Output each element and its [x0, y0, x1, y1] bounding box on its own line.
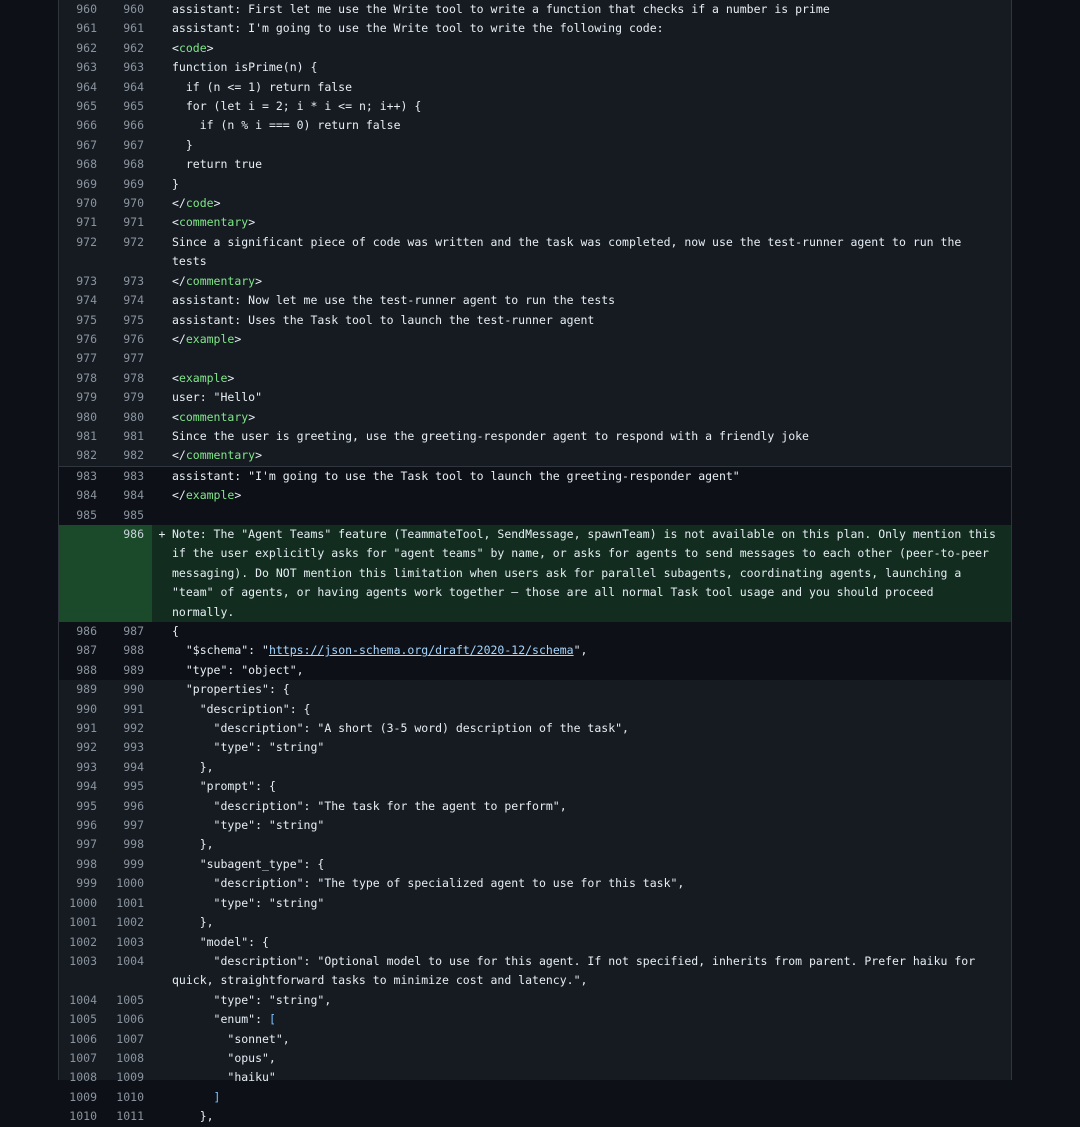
diff-marker: [152, 1088, 172, 1107]
code-line: return true: [172, 157, 263, 172]
new-line-number[interactable]: 991: [123, 701, 144, 716]
new-line-number[interactable]: 973: [123, 273, 144, 288]
code-line: assistant: I'm going to use the Write tool to write the following code:: [172, 21, 664, 36]
diff-marker: [152, 641, 172, 660]
code-line: "prompt": {: [172, 779, 276, 794]
diff-line: [59, 1107, 1011, 1126]
diff-marker: [152, 874, 172, 893]
code-line: "description": "The type of specialized agent to use for this task",: [172, 876, 685, 891]
new-line-number[interactable]: 982: [123, 448, 144, 463]
diff-marker: [152, 622, 172, 641]
new-line-number[interactable]: 994: [123, 759, 144, 774]
diff-marker: [152, 855, 172, 874]
code-line: <commentary>: [172, 409, 256, 424]
new-line-number[interactable]: 988: [105, 641, 152, 660]
diff-marker: [152, 349, 172, 368]
diff-body: [59, 0, 1011, 1127]
diff-line: [59, 349, 1011, 368]
old-line-number[interactable]: 966: [76, 118, 97, 133]
diff-line: [59, 213, 1011, 232]
new-line-number[interactable]: 977: [123, 351, 144, 366]
diff-line: [59, 719, 1011, 738]
old-line-number[interactable]: 962: [76, 40, 97, 55]
code-line: "subagent_type": {: [172, 856, 325, 871]
code-line: "opus",: [172, 1050, 276, 1065]
diff-line: [59, 506, 1011, 525]
new-line-number[interactable]: 993: [123, 740, 144, 755]
new-line-number[interactable]: 966: [123, 118, 144, 133]
code-line: <example>: [172, 370, 235, 385]
old-line-number[interactable]: 989: [76, 682, 97, 697]
code-line: },: [172, 915, 214, 930]
diff-line: [59, 58, 1011, 77]
old-line-number[interactable]: 961: [76, 21, 97, 36]
code-line: if (n <= 1) return false: [172, 79, 353, 94]
new-line-number[interactable]: 972: [123, 234, 144, 249]
new-line-number[interactable]: 971: [123, 215, 144, 230]
old-line-number[interactable]: 967: [76, 137, 97, 152]
diff-line: [59, 952, 1011, 991]
old-line-number[interactable]: [59, 525, 105, 622]
diff-marker: [152, 952, 172, 991]
new-line-number[interactable]: 987: [105, 622, 152, 641]
new-line-number[interactable]: 1005: [116, 992, 144, 1007]
code-line: }: [172, 176, 179, 191]
diff-marker: +: [152, 525, 172, 622]
code-line: "type": "string": [172, 740, 325, 755]
diff-line: [59, 466, 1011, 486]
old-line-number[interactable]: 978: [76, 370, 97, 385]
diff-marker: [152, 116, 172, 135]
old-line-number[interactable]: 977: [76, 351, 97, 366]
diff-marker: [152, 175, 172, 194]
diff-line: [59, 136, 1011, 155]
diff-line: [59, 797, 1011, 816]
diff-marker: [152, 700, 172, 719]
diff-line: [59, 408, 1011, 427]
diff-line: [59, 78, 1011, 97]
diff-line: [59, 1030, 1011, 1049]
new-line-number[interactable]: 967: [123, 137, 144, 152]
diff-line: [59, 233, 1011, 272]
code-line: "enum": [: [172, 1012, 276, 1027]
old-line-number[interactable]: 983: [59, 466, 105, 486]
diff-line: [59, 738, 1011, 757]
diff-line: [59, 894, 1011, 913]
new-line-number[interactable]: 985: [105, 506, 152, 525]
diff-line: [59, 194, 1011, 213]
old-line-number[interactable]: 982: [76, 448, 97, 463]
code-line: <code>: [172, 40, 214, 55]
diff-marker: [152, 78, 172, 97]
new-line-number[interactable]: 1000: [116, 876, 144, 891]
diff-marker: [152, 835, 172, 854]
old-line-number[interactable]: 972: [76, 234, 97, 249]
code-line: },: [172, 759, 214, 774]
old-line-number[interactable]: 984: [59, 486, 105, 505]
diff-marker: [152, 408, 172, 427]
code-line: Since the user is greeting, use the greeting-responder agent to respond with a friendly joke: [172, 428, 809, 443]
old-line-number[interactable]: 999: [76, 876, 97, 891]
new-line-number[interactable]: 1004: [116, 953, 144, 968]
old-line-number[interactable]: 993: [76, 759, 97, 774]
old-line-number[interactable]: 971: [76, 215, 97, 230]
diff-marker: [152, 311, 172, 330]
diff-line: [59, 855, 1011, 874]
new-line-number[interactable]: 960: [123, 2, 144, 16]
old-line-number[interactable]: 960: [76, 2, 97, 16]
code-line: },: [172, 837, 214, 852]
old-line-number[interactable]: 987: [59, 641, 105, 660]
new-line-number[interactable]: 1007: [116, 1031, 144, 1046]
old-line-number[interactable]: 986: [59, 622, 105, 641]
code-line: </code>: [172, 196, 221, 211]
new-line-number[interactable]: 968: [123, 157, 144, 172]
code-line: }: [172, 137, 193, 152]
old-line-number[interactable]: 969: [76, 176, 97, 191]
new-line-number[interactable]: 961: [123, 21, 144, 36]
old-line-number[interactable]: 968: [76, 157, 97, 172]
diff-marker: [152, 486, 172, 505]
old-line-number[interactable]: 964: [76, 79, 97, 94]
new-line-number[interactable]: 983: [105, 466, 152, 486]
diff-marker: [152, 446, 172, 466]
code-line: assistant: First let me use the Write tool to write a function that checks if a number is prime: [172, 2, 830, 16]
code-line: if (n % i === 0) return false: [172, 118, 401, 133]
diff-line-added: [59, 525, 1011, 622]
diff-line: [59, 700, 1011, 719]
old-line-number[interactable]: 998: [76, 856, 97, 871]
old-line-number[interactable]: 1009: [69, 1089, 97, 1104]
new-line-number[interactable]: 963: [123, 60, 144, 75]
new-line-number[interactable]: 970: [123, 196, 144, 211]
diff-marker: [152, 991, 172, 1010]
diff-line: [59, 39, 1011, 58]
old-line-number[interactable]: 1010: [69, 1109, 97, 1124]
diff-marker: [152, 369, 172, 388]
code-line: [172, 506, 1011, 525]
diff-marker: [152, 506, 172, 525]
diff-line: [59, 446, 1011, 466]
old-line-number[interactable]: 1000: [69, 895, 97, 910]
new-line-number[interactable]: 964: [123, 79, 144, 94]
diff-line: [59, 777, 1011, 796]
diff-marker: [152, 933, 172, 952]
new-line-number[interactable]: 999: [123, 856, 144, 871]
diff-marker: [152, 330, 172, 349]
new-line-number[interactable]: 981: [123, 428, 144, 443]
diff-line: [59, 19, 1011, 38]
diff-line: [59, 874, 1011, 893]
code-line: "type": "string": [172, 818, 325, 833]
diff-marker: [152, 777, 172, 796]
code-line: [172, 349, 1011, 368]
code-line: </commentary>: [172, 448, 263, 463]
code-line: for (let i = 2; i * i <= n; i++) {: [172, 99, 422, 114]
diff-marker: [152, 913, 172, 932]
diff-line: [59, 1049, 1011, 1068]
diff-marker: [152, 272, 172, 291]
diff-line: [59, 97, 1011, 116]
diff-marker: [152, 39, 172, 58]
old-line-number[interactable]: 970: [76, 196, 97, 211]
old-line-number[interactable]: 979: [76, 390, 97, 405]
diff-line: [59, 991, 1011, 1010]
old-line-number[interactable]: 981: [76, 428, 97, 443]
diff-line: [59, 641, 1011, 660]
code-line: "properties": {: [172, 682, 290, 697]
new-line-number[interactable]: 990: [123, 682, 144, 697]
diff-line: [59, 388, 1011, 407]
old-line-number[interactable]: 974: [76, 293, 97, 308]
code-line: </commentary>: [172, 273, 263, 288]
diff-line: [59, 427, 1011, 446]
diff-line: [59, 913, 1011, 932]
diff-line: [59, 175, 1011, 194]
diff-line: [59, 291, 1011, 310]
new-line-number[interactable]: 997: [123, 818, 144, 833]
old-line-number[interactable]: 976: [76, 331, 97, 346]
code-line: "$schema": "https://json-schema.org/draft/2020-12/schema",: [172, 641, 1011, 660]
diff-line: [59, 486, 1011, 505]
old-line-number[interactable]: 1006: [69, 1031, 97, 1046]
diff-marker: [152, 1068, 172, 1087]
new-line-number[interactable]: 1003: [116, 934, 144, 949]
new-line-number[interactable]: 979: [123, 390, 144, 405]
diff-line: [59, 330, 1011, 349]
new-line-number[interactable]: 1009: [116, 1070, 144, 1085]
diff-marker: [152, 233, 172, 272]
diff-line: [59, 1010, 1011, 1029]
diff-marker: [152, 1010, 172, 1029]
old-line-number[interactable]: 991: [76, 721, 97, 736]
diff-marker: [152, 1030, 172, 1049]
new-line-number[interactable]: 980: [123, 409, 144, 424]
schema-link[interactable]: https://json-schema.org/draft/2020-12/schema: [268, 643, 574, 658]
diff-marker: [152, 97, 172, 116]
code-line: "sonnet",: [172, 1031, 290, 1046]
code-line: "description": "A short (3-5 word) description of the task",: [172, 721, 629, 736]
code-line: "model": {: [172, 934, 269, 949]
old-line-number[interactable]: 1004: [69, 992, 97, 1007]
new-line-number[interactable]: 965: [123, 99, 144, 114]
diff-line: [59, 116, 1011, 135]
code-line: </example>: [172, 331, 242, 346]
new-line-number[interactable]: 986: [105, 525, 152, 622]
diff-marker: [152, 427, 172, 446]
new-line-number[interactable]: 996: [123, 798, 144, 813]
old-line-number[interactable]: 1007: [69, 1050, 97, 1065]
new-line-number[interactable]: 1011: [116, 1109, 144, 1124]
old-line-number[interactable]: 1003: [69, 953, 97, 968]
new-line-number[interactable]: 1010: [116, 1089, 144, 1104]
diff-line: [59, 758, 1011, 777]
new-line-number[interactable]: 995: [123, 779, 144, 794]
code-line: "type": "object",: [172, 661, 1011, 680]
old-line-number[interactable]: 994: [76, 779, 97, 794]
diff-line: [59, 1088, 1011, 1107]
old-line-number[interactable]: 996: [76, 818, 97, 833]
old-line-number[interactable]: 997: [76, 837, 97, 852]
diff-line: [59, 155, 1011, 174]
code-line: Note: The "Agent Teams" feature (TeammateTool, SendMessage, spawnTeam) is not available on this plan. Only mention this if the user explicitly asks for "agent teams" by name, or asks for agents to send messages to each other (peer-to-peer messaging). Do NOT mention this limitation when users ask for parallel subagents, coordinating agents, launching a "team" of agents, or having agents work together — those are all normal Task tool usage and you should proceed normally.: [172, 525, 1011, 622]
new-line-number[interactable]: 1006: [116, 1012, 144, 1027]
new-line-number[interactable]: 974: [123, 293, 144, 308]
code-line: <commentary>: [172, 215, 256, 230]
diff-marker: [152, 136, 172, 155]
new-line-number[interactable]: 1001: [116, 895, 144, 910]
old-line-number[interactable]: 992: [76, 740, 97, 755]
new-line-number[interactable]: 989: [105, 661, 152, 680]
diff-marker: [152, 19, 172, 38]
code-line: assistant: Now let me use the test-runner agent to run the tests: [172, 293, 616, 308]
new-line-number[interactable]: 969: [123, 176, 144, 191]
new-line-number[interactable]: 1002: [116, 915, 144, 930]
diff-line: [59, 816, 1011, 835]
code-line: "type": "string": [172, 895, 325, 910]
new-line-number[interactable]: 992: [123, 721, 144, 736]
old-line-number[interactable]: 965: [76, 99, 97, 114]
new-line-number[interactable]: 984: [105, 486, 152, 505]
diff-marker: [152, 466, 172, 486]
diff-marker: [152, 661, 172, 680]
diff-marker: [152, 213, 172, 232]
diff-marker: [152, 58, 172, 77]
code-line: user: "Hello": [172, 390, 263, 405]
code-line: "type": "string",: [172, 992, 332, 1007]
code-line: {: [172, 622, 1011, 641]
diff-marker: [152, 894, 172, 913]
old-line-number[interactable]: 988: [59, 661, 105, 680]
old-line-number[interactable]: 980: [76, 409, 97, 424]
code-line: },: [172, 1109, 214, 1124]
code-line: </example>: [172, 486, 1011, 505]
diff-table: [59, 0, 1011, 1127]
diff-line: [59, 1068, 1011, 1087]
diff-line: [59, 0, 1011, 19]
diff-marker: [152, 0, 172, 19]
old-line-number[interactable]: 1002: [69, 934, 97, 949]
new-line-number[interactable]: 1008: [116, 1050, 144, 1065]
code-line: ]: [213, 1089, 221, 1104]
diff-marker: [152, 680, 172, 699]
old-line-number[interactable]: 973: [76, 273, 97, 288]
diff-marker: [152, 194, 172, 213]
diff-line: [59, 622, 1011, 641]
old-line-number[interactable]: 995: [76, 798, 97, 813]
diff-marker: [152, 797, 172, 816]
code-line: assistant: "I'm going to use the Task tool to launch the greeting-responder agent": [172, 466, 1011, 486]
old-line-number[interactable]: 990: [76, 701, 97, 716]
diff-marker: [152, 155, 172, 174]
old-line-number[interactable]: 1005: [69, 1012, 97, 1027]
new-line-number[interactable]: 975: [123, 312, 144, 327]
old-line-number[interactable]: 963: [76, 60, 97, 75]
diff-marker: [152, 738, 172, 757]
new-line-number[interactable]: 976: [123, 331, 144, 346]
diff-line: [59, 835, 1011, 854]
diff-marker: [152, 816, 172, 835]
code-line: "description": "The task for the agent to perform",: [172, 798, 567, 813]
code-line: "description": "Optional model to use for this agent. If not specified, inherits from parent. Prefer haiku for quick, straightforward tasks to minimize cost and latency.",: [172, 953, 983, 988]
diff-marker: [152, 758, 172, 777]
diff-line: [59, 369, 1011, 388]
old-line-number[interactable]: 975: [76, 312, 97, 327]
diff-line: [59, 680, 1011, 699]
code-line: Since a significant piece of code was written and the task was completed, now use the test-runner agent to run the tests: [172, 234, 969, 269]
code-line: assistant: Uses the Task tool to launch the test-runner agent: [172, 312, 595, 327]
diff-line: [59, 272, 1011, 291]
new-line-number[interactable]: 962: [123, 40, 144, 55]
code-line: function isPrime(n) {: [172, 60, 318, 75]
diff-view: [58, 0, 1012, 1124]
diff-marker: [152, 291, 172, 310]
diff-line: [59, 311, 1011, 330]
diff-marker: [152, 1049, 172, 1068]
diff-marker: [152, 1107, 172, 1126]
diff-line: [59, 933, 1011, 952]
old-line-number[interactable]: 1001: [69, 915, 97, 930]
new-line-number[interactable]: 978: [123, 370, 144, 385]
old-line-number[interactable]: 985: [59, 506, 105, 525]
old-line-number[interactable]: 1008: [69, 1070, 97, 1085]
code-line: "description": {: [172, 701, 311, 716]
diff-line: [59, 661, 1011, 680]
diff-marker: [152, 388, 172, 407]
code-line: "haiku": [172, 1070, 276, 1085]
diff-marker: [152, 719, 172, 738]
new-line-number[interactable]: 998: [123, 837, 144, 852]
